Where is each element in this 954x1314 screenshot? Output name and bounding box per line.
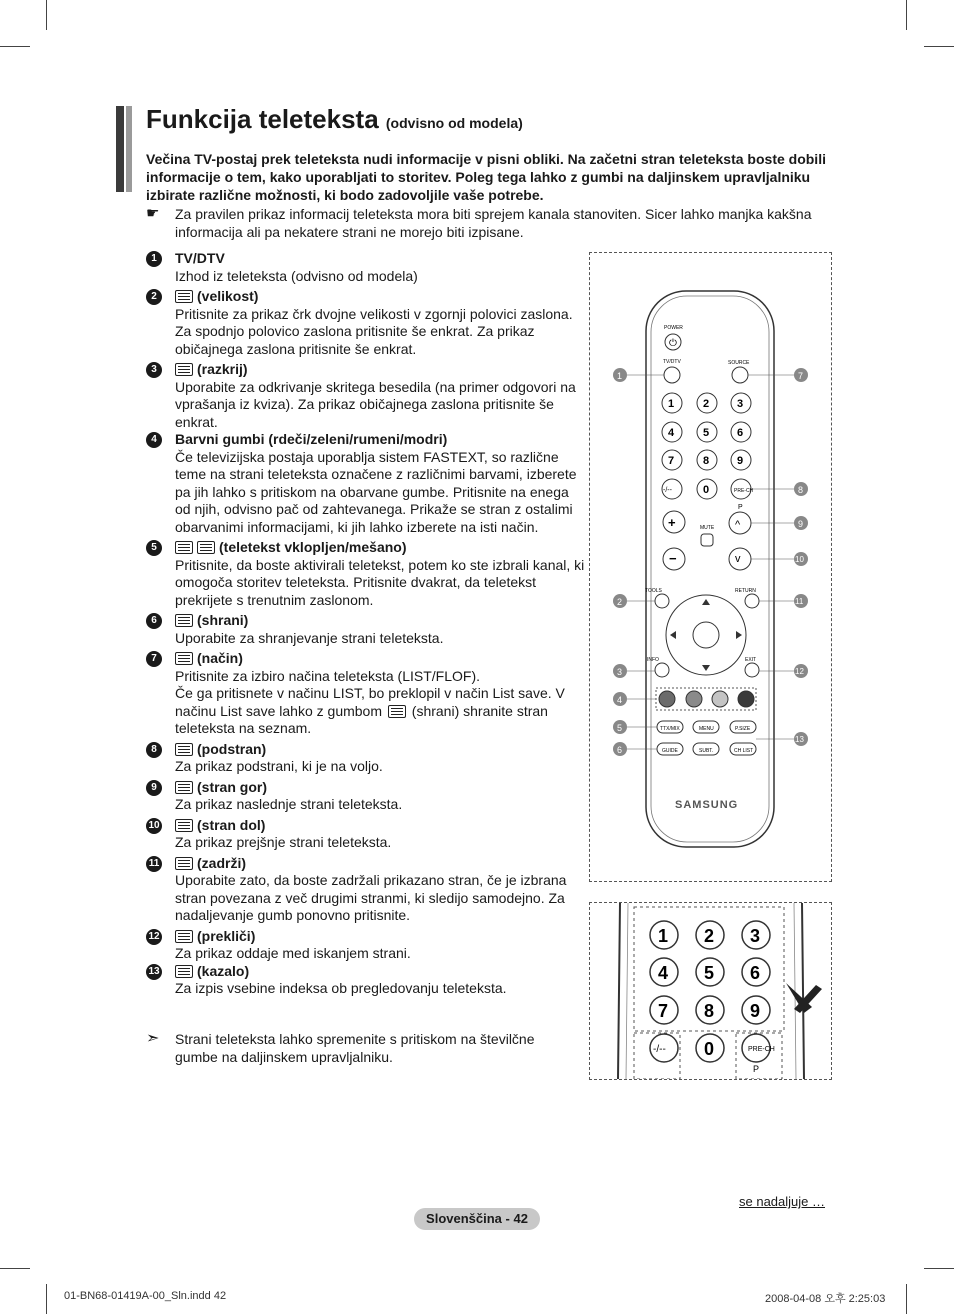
item-heading: (stran gor) (197, 778, 267, 795)
dash-label: -/-- (653, 1044, 666, 1055)
blue-button[interactable] (738, 691, 754, 707)
teletext-cancel-icon (175, 930, 193, 943)
item-number: 1 (146, 251, 162, 267)
note (146, 205, 836, 241)
item-body: Za izpis vsebine indeksa ob pregledovanju teleteksta. (175, 980, 507, 996)
teletext-reveal-icon (175, 363, 193, 376)
guide-label: GUIDE (662, 748, 678, 754)
list-item (146, 250, 586, 285)
item-body: Uporabite za odkrivanje skritega besedila (na primer odgovori na vprašanja iz kviza). Za prikaz običajnega zaslona pritisnite še enkrat. (175, 378, 576, 430)
print-date: 2008-04-08 오후 2:25:03 (765, 1293, 886, 1305)
digit-label: 0 (703, 484, 710, 496)
item-heading: (kazalo) (197, 962, 250, 979)
teletext-index-icon (175, 965, 193, 978)
teletext-subpage-icon (175, 743, 193, 756)
crop-mark (924, 1268, 954, 1269)
item-number: 3 (146, 362, 162, 378)
digit-label: 3 (737, 398, 744, 410)
digit-label: 7 (658, 1001, 669, 1021)
tools-label: TOOLS (645, 588, 662, 594)
remote-control-illustration (590, 253, 831, 881)
item-heading: (zadrži) (197, 854, 246, 871)
page-title-text: Funkcija teleteksta (146, 104, 379, 134)
subt-label: SUBT. (699, 748, 714, 754)
power-icon: ⏻ (669, 338, 677, 349)
tvdtv-button[interactable] (664, 367, 680, 383)
mute-button[interactable] (701, 534, 713, 546)
continued-link[interactable]: se nadaljuje … (739, 1194, 825, 1209)
item-heading: (način) (197, 650, 243, 666)
digit-label: 7 (668, 455, 675, 467)
list-item (146, 650, 586, 738)
tvdtv-label: TV/DTV (663, 359, 681, 365)
callout-number: 12 (795, 667, 804, 676)
item-body-extra (175, 685, 586, 738)
digit-label: 6 (737, 427, 744, 439)
item-number: 9 (146, 780, 162, 796)
item-heading: (prekliči) (197, 927, 256, 944)
crop-mark (46, 1284, 47, 1314)
pointing-hand-icon: ☛ (146, 205, 160, 222)
exit-button[interactable] (745, 663, 759, 677)
return-label: RETURN (735, 588, 756, 594)
exit-label: EXIT (745, 657, 757, 663)
digit-label: 8 (704, 1001, 715, 1021)
callout-number: 10 (795, 555, 804, 564)
item-number: 7 (146, 651, 162, 667)
item-heading: (podstran) (197, 740, 267, 757)
crop-mark (0, 46, 30, 47)
digit-label: 2 (704, 926, 715, 946)
p-label: P (738, 504, 743, 511)
ttx-label: TTX/MIX (660, 726, 680, 732)
item-number: 2 (146, 289, 162, 305)
teletext-size-icon (175, 290, 193, 303)
item-body: Za prikaz podstrani, ki je na voljo. (175, 758, 383, 774)
digit-label: 6 (750, 963, 761, 983)
menu-label: MENU (699, 726, 714, 732)
yellow-button[interactable] (712, 691, 728, 707)
items-list (146, 250, 586, 998)
item-heading: TV/DTV (175, 250, 225, 266)
note-text: Za pravilen prikaz informacij teleteksta mora biti sprejem kanala stanoviten. Sicer lahko manjka kakšna informacija ali pa nekatere strani ne morejo biti izpisane. (175, 206, 812, 240)
list-item (146, 779, 586, 814)
teletext-page-up-icon (175, 781, 193, 794)
teletext-mix-icon (197, 541, 215, 554)
item-body: Za prikaz prejšnje strani teleteksta. (175, 834, 392, 850)
arrow-right-icon: ➣ (146, 1030, 160, 1047)
tools-button[interactable] (655, 594, 669, 608)
digit-label: 0 (704, 1039, 715, 1059)
power-label: POWER (664, 325, 683, 331)
red-button[interactable] (659, 691, 675, 707)
digit-label: 4 (668, 427, 675, 439)
page-title (146, 104, 523, 135)
callout-number: 2 (617, 597, 623, 607)
item-number: 11 (146, 856, 162, 872)
list-item (146, 817, 586, 852)
list-item (146, 741, 586, 776)
teletext-store-icon (175, 614, 193, 627)
teletext-mode-icon (175, 652, 193, 665)
crop-mark (906, 0, 907, 30)
item-body: Uporabite za shranjevanje strani teleteksta. (175, 629, 444, 646)
file-name: 01-BN68-01419A-00_Sln.indd 42 (64, 1290, 227, 1302)
title-accent-bar-light (126, 106, 132, 192)
psize-label: P.SIZE (735, 726, 751, 732)
crop-mark (924, 46, 954, 47)
chevron-up-icon: ^ (735, 519, 741, 531)
item-body-extra-a: Če ga pritisnete v načinu LIST, bo preklopil v način List save. V načinu List save lahko z gumbom (175, 685, 565, 719)
item-heading: (razkrij) (197, 361, 248, 377)
list-item (146, 855, 586, 925)
callout-number: 13 (795, 735, 804, 744)
prech-label: PRE-CH (748, 1046, 775, 1053)
remote-figure (589, 252, 832, 882)
list-item (146, 361, 586, 431)
digit-label: 5 (703, 427, 710, 439)
item-number: 13 (146, 964, 162, 980)
digit-label: 9 (737, 455, 744, 467)
list-item (146, 539, 586, 609)
footnote (146, 1030, 576, 1066)
list-item (146, 431, 586, 536)
source-label: SOURCE (728, 360, 750, 366)
dash-label: -/-- (663, 487, 672, 494)
item-heading: (stran dol) (197, 816, 266, 833)
return-button[interactable] (745, 594, 759, 608)
footnote-text: Strani teleteksta lahko spremenite s pritiskom na številčne gumbe na daljinskem upravljalniku. (175, 1031, 535, 1065)
plus-icon: + (668, 515, 676, 530)
digit-label: 4 (658, 963, 669, 983)
callout-number: 8 (798, 485, 804, 495)
item-body-extra-b: (shrani) shranite stran teleteksta na seznam. (175, 702, 548, 736)
item-body: Če televizijska postaja uporablja sistem FASTEXT, so različne teme na strani teleteksta označene z različnimi barvami, izberete pa jih lahko s pritiskom na obarvane gumbe. Pritisnite na enega od njih, odvisno pač od zahtevanega. Prikaže se stran z ostalimi obarvanimi informacijami, ki jih lahko izberete na isti način. (175, 448, 577, 535)
callout-number: 6 (617, 745, 623, 755)
digit-label: 1 (668, 398, 675, 410)
digit-label: 8 (703, 455, 710, 467)
callout-number: 5 (617, 723, 623, 733)
item-number: 4 (146, 432, 162, 448)
chevron-down-icon: v (735, 553, 741, 565)
item-number: 10 (146, 818, 162, 834)
intro-paragraph: Večina TV-postaj prek teleteksta nudi informacije v pisni obliki. Na začetni stran teleteksta boste dobili informacije o tem, kako uporabljati to storitev. Poleg tega lahko z gumbi na daljinskem upravljalniku izbirate različne možnosti, ki bodo zadovoljile vaše potrebe. (146, 151, 826, 203)
crop-mark (0, 1268, 30, 1269)
brand-logo: SAMSUNG (675, 799, 739, 811)
digit-label: 9 (750, 1001, 761, 1021)
mute-label: MUTE (700, 525, 715, 531)
item-body: Pritisnite za prikaz črk dvojne velikosti v zgornji polovici zaslona. Za spodnjo polovico zaslona pritisnite še enkrat. Za prikaz običajnega zaslona pritisnite še enkrat. (175, 305, 573, 357)
callout-number: 9 (798, 519, 804, 529)
item-number: 12 (146, 929, 162, 945)
list-item (146, 928, 586, 963)
callout-number: 11 (795, 597, 804, 606)
crop-mark (906, 1284, 907, 1314)
item-number: 5 (146, 540, 162, 556)
info-label: INFO (647, 657, 659, 663)
info-button[interactable] (655, 663, 669, 677)
item-body: Pritisnite za izbiro načina teleteksta (LIST/FLOF). (175, 667, 480, 684)
item-body: Za prikaz oddaje med iskanjem strani. (175, 945, 411, 961)
item-heading: (shrani) (197, 612, 249, 628)
crop-mark (46, 0, 47, 30)
callout-number: 4 (617, 695, 623, 705)
digit-label: 5 (704, 963, 715, 983)
item-body: Pritisnite, da boste aktivirali teletekst, potem ko ste izbrali kanal, ki omogoča storitev teleteksta. Pritisnite dvakrat, da teletekst prekrijete s trenutnim zaslonom. (175, 556, 585, 608)
item-heading: Barvni gumbi (rdeči/zeleni/rumeni/modri) (175, 431, 448, 447)
title-accent-bar (116, 106, 124, 192)
item-body: Za prikaz naslednje strani teleteksta. (175, 796, 403, 812)
list-item (146, 963, 586, 998)
digit-label: 1 (658, 926, 669, 946)
item-heading: (velikost) (197, 288, 259, 304)
list-item (146, 288, 586, 358)
digit-label: 3 (750, 926, 761, 946)
p-label: P (753, 1064, 760, 1074)
minus-icon: − (669, 551, 677, 566)
teletext-hold-icon (175, 857, 193, 870)
teletext-store-icon (388, 705, 406, 718)
item-body: Izhod iz teleteksta (odvisno od modela) (175, 267, 418, 284)
green-button[interactable] (686, 691, 702, 707)
numpad-zoom-illustration (590, 903, 831, 1079)
numpad-zoom-figure (589, 902, 832, 1080)
teletext-on-icon (175, 541, 193, 554)
enter-button[interactable] (693, 622, 719, 648)
chlist-label: CH LIST (734, 748, 754, 754)
item-number: 6 (146, 613, 162, 629)
callout-number: 3 (617, 667, 623, 677)
callout-number: 7 (798, 371, 804, 381)
page-number-badge: Slovenščina - 42 (414, 1208, 540, 1230)
callout-number: 1 (617, 371, 623, 381)
item-heading: (teletekst vklopljen/mešano) (219, 539, 407, 555)
source-button[interactable] (732, 367, 748, 383)
teletext-page-down-icon (175, 819, 193, 832)
item-number: 8 (146, 742, 162, 758)
page-subtitle: (odvisno od modela) (385, 115, 523, 131)
list-item (146, 612, 586, 647)
prech-label: PRE-CH (734, 488, 754, 494)
digit-label: 2 (703, 398, 710, 410)
item-body: Uporabite zato, da boste zadržali prikazano stran, če je izbrana stran povezana z več drugimi stranmi, ki sledijo samodejno. Za nadaljevanje gumb ponovno pritisnite. (175, 872, 567, 923)
